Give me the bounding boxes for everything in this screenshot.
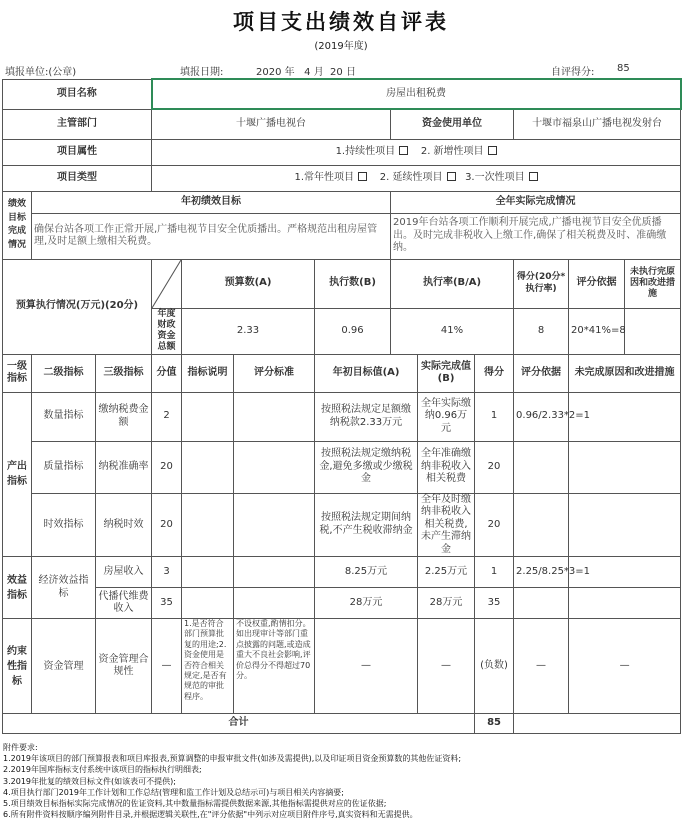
table-row [3,392,681,441]
output-reason [569,441,681,493]
attribute-option-continuing: 1.持续性项目 [335,145,396,157]
output-weight: 20 [152,493,182,557]
type-options [152,165,681,191]
type-option-extended: 2. 延续性项目 [379,171,443,183]
constraint-l1: 约束性指标 [3,619,32,714]
col-desc-header: 指标说明 [182,354,234,392]
benefit-l1: 效益指标 [3,557,32,619]
benefit-score: 35 [475,588,514,619]
output-l2: 时效指标 [32,493,96,557]
output-score: 20 [475,441,514,493]
col-l2-header: 二级指标 [32,354,96,392]
year-label: (2019年度) [314,41,368,52]
col-reason-header: 未完成原因和改进措施 [569,354,681,392]
benefit-l3: 房屋收入 [96,557,152,588]
benefit-actual: 2.25万元 [418,557,475,588]
type-label: 项目类型 [3,165,152,191]
constraint-target: — [315,619,418,714]
benefit-standard [234,588,315,619]
constraint-standard: 不设权重,酌情扣分。如出现审计等部门重点披露的问题,或造成重大不良社会影响,评价总得分不得超过70分。 [234,619,315,714]
benefit-standard [234,557,315,588]
table-row [3,493,681,557]
col-score-header: 得分 [475,354,514,392]
col-target-header: 年初目标值(A) [315,354,418,392]
constraint-l3: 资金管理合规性 [96,619,152,714]
output-target: 按照税法规定期间纳税,不产生税收滞纳金 [315,493,418,557]
budget-col-budget: 预算数(A) [182,259,315,308]
note-item: 1.2019年该项目的部门预算报表和项目库报表,预算调整的申报审批文件(如涉及需提供),以及印证项目资金预算数的其他佐证资料; [3,754,462,764]
output-desc [182,441,234,493]
benefit-desc [182,588,234,619]
output-actual: 全年及时缴纳非税收入相关税费,未产生滞纳金 [418,493,475,557]
output-score: 20 [475,493,514,557]
fund-unit-label: 资金使用单位 [391,109,514,139]
benefit-target: 8.25万元 [315,557,418,588]
checkbox-icon [399,146,408,155]
output-standard [234,441,315,493]
self-score-value: 85 [617,63,630,74]
project-name-label: 项目名称 [3,79,152,109]
evaluation-table [2,78,682,734]
reporting-date-value: 2020 年 4 月 20 日 [256,67,356,78]
budget-section-label: 预算执行情况(万元)(20分) [3,259,152,354]
output-basis [514,493,569,557]
benefit-basis: 2.25/8.25*3=1 [514,557,569,588]
col-weight-header: 分值 [152,354,182,392]
checkbox-icon [447,172,456,181]
table-row [3,588,681,619]
budget-basis-value: 20*41%=8 [569,308,625,354]
attribute-option-new: 2. 新增性项目 [420,145,484,157]
budget-col-executed: 执行数(B) [315,259,391,308]
reporting-date-label: 填报日期: [180,67,224,78]
output-desc [182,493,234,557]
execution-rate-value: 41% [391,308,514,354]
col-l3-header: 三级指标 [96,354,152,392]
table-row [3,557,681,588]
constraint-weight: — [152,619,182,714]
actual-completion-label: 全年实际完成情况 [391,191,681,213]
reporting-unit-label: 填报单位:(公章) [5,67,77,78]
constraint-l2: 资金管理 [32,619,96,714]
output-weight: 2 [152,392,182,441]
goals-side-label: 绩效目标完成情况 [3,191,32,259]
department-value: 十堰广播电视台 [152,109,391,139]
note-item: 2.2019年国库指标支付系统中该项目的指标执行明细表; [3,765,202,775]
checkbox-icon [488,146,497,155]
output-basis: 0.96/2.33*2=1 [514,392,569,441]
project-name-value: 房屋出租税费 [152,79,681,109]
col-l1-header: 一级指标 [3,354,32,392]
benefit-reason [569,588,681,619]
constraint-desc: 1.是否符合部门预算批复的用途;2.资金使用是否符合相关规定,是否有规范的审批程序。 [182,619,234,714]
output-standard [234,493,315,557]
budget-col-basis: 评分依据 [569,259,625,308]
budget-row-label: 年度财政资金总额 [152,308,182,354]
annual-goal-text: 确保台站各项工作正常开展,广播电视节目安全优质播出。严格规范出租房屋管理,及时足额上缴相关税费。 [32,213,391,259]
output-target: 按照税法规定足额缴纳税款2.33万元 [315,392,418,441]
self-score-label: 自评得分: [551,67,595,78]
budget-score-value: 8 [514,308,569,354]
output-l2: 质量指标 [32,441,96,493]
benefit-weight: 3 [152,557,182,588]
note-item: 4.项目执行部门2019年工作计划和工作总结(管理和监工作计划及总结示可)与项目相关内容摘要; [3,787,344,797]
note-item: 5.项目绩效目标指标实际完成情况的佐证资料,其中数量指标需提供数据来源,其他指标需提供对应的佐证依据; [3,799,387,809]
note-item: 6.所有附件资料按顺序编列附件目录,并根据逻辑关联性,在"评分依据"中列示对应项目附件序号,真实资料和无需提供。 [3,810,418,820]
output-standard [234,392,315,441]
type-option-annual: 1.常年性项目 [294,171,355,183]
checkbox-icon [358,172,367,181]
output-actual: 全年准确缴纳非税收入相关税费 [418,441,475,493]
output-score: 1 [475,392,514,441]
output-target: 按照税法规定缴纳税金,避免多缴或少缴税金 [315,441,418,493]
output-l3: 纳税准确率 [96,441,152,493]
notes-title: 附件要求: [3,743,38,752]
benefit-l3: 代播代维费收入 [96,588,152,619]
department-label: 主管部门 [3,109,152,139]
constraint-reason: — [569,619,681,714]
budget-col-rate: 执行率(B/A) [391,259,514,308]
output-reason [569,493,681,557]
output-l2: 数量指标 [32,392,96,441]
col-basis-header: 评分依据 [514,354,569,392]
constraint-score: (负数) [475,619,514,714]
table-row [3,619,681,714]
benefit-target: 28万元 [315,588,418,619]
constraint-actual: — [418,619,475,714]
budget-col-reason: 未执行完原因和改进措施 [625,259,681,308]
executed-value: 0.96 [315,308,391,354]
table-row [3,441,681,493]
budget-value: 2.33 [182,308,315,354]
total-score: 85 [475,714,514,734]
benefit-basis [514,588,569,619]
note-item: 3.2019年批复的绩效目标文件(如该表可不提供); [3,776,176,786]
fund-unit-value: 十堰市福泉山广播电视发射台 [514,109,681,139]
annual-goal-label: 年初绩效目标 [32,191,391,213]
col-actual-header: 实际完成值(B) [418,354,475,392]
budget-reason-value [625,308,681,354]
type-option-onetime: 3.一次性项目 [465,171,525,183]
constraint-basis: — [514,619,569,714]
actual-completion-text: 2019年台站各项工作顺利开展完成,广播电视节目安全优质播出。及时完成非税收入上缴工作,确保了相关税费及时、准确缴纳。 [391,213,681,259]
output-actual: 全年实际缴纳0.96万元 [418,392,475,441]
attribute-label: 项目属性 [3,139,152,165]
benefit-desc [182,557,234,588]
output-weight: 20 [152,441,182,493]
output-l3: 纳税时效 [96,493,152,557]
output-l1: 产出指标 [3,392,32,557]
benefit-l2: 经济效益指标 [32,557,96,619]
attribute-options [152,139,681,165]
budget-col-score: 得分(20分*执行率) [514,259,569,308]
benefit-score: 1 [475,557,514,588]
attachment-notes [3,742,679,820]
output-l3: 缴纳税费金额 [96,392,152,441]
output-desc [182,392,234,441]
benefit-weight: 35 [152,588,182,619]
diagonal-cell [152,259,182,308]
output-basis [514,441,569,493]
page-title: 项目支出绩效自评表 [233,9,449,34]
checkbox-icon [529,172,538,181]
benefit-actual: 28万元 [418,588,475,619]
col-standard-header: 评分标准 [234,354,315,392]
total-label: 合计 [3,714,475,734]
total-blank [514,714,681,734]
